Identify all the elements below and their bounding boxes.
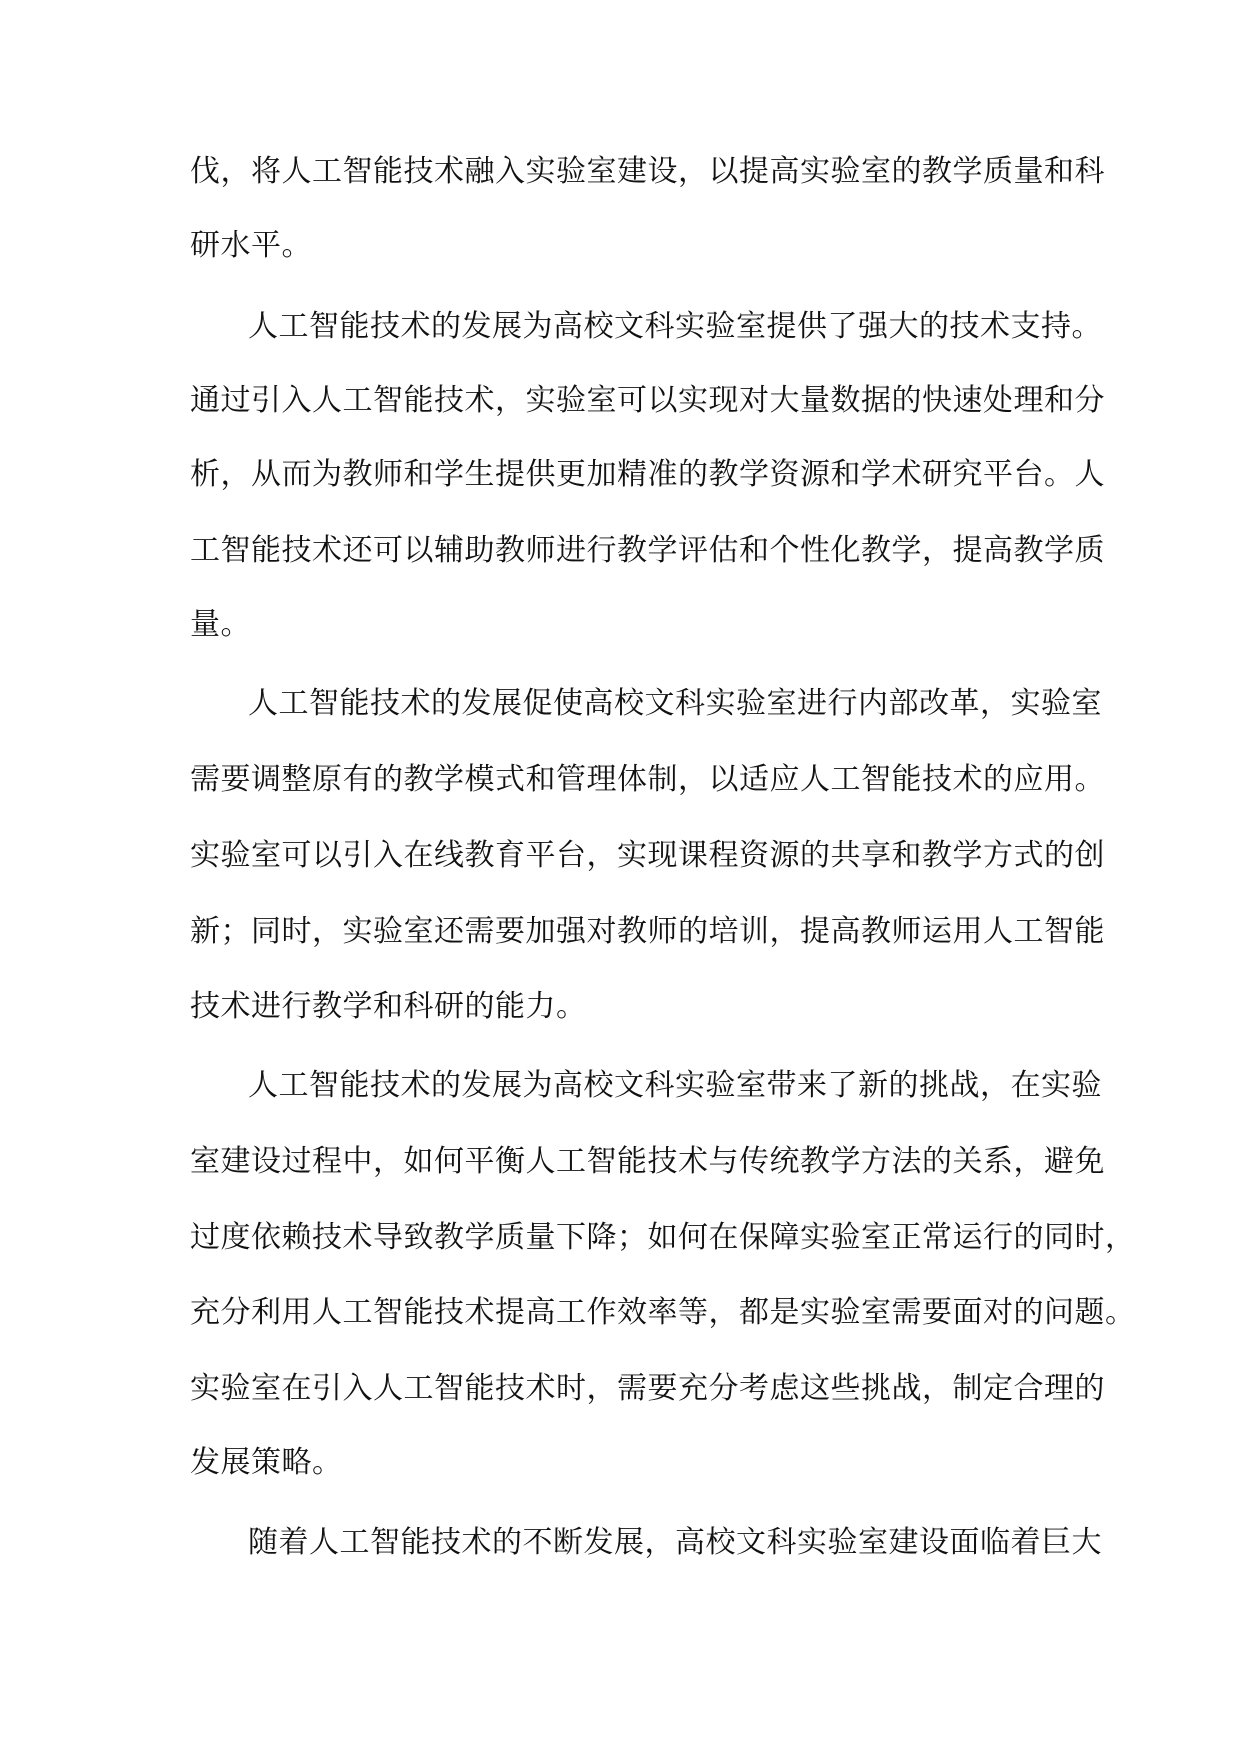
text-line: 需要调整原有的教学模式和管理体制，以适应人工智能技术的应用。 (190, 762, 1105, 797)
text-line: 通过引入人工智能技术，实验室可以实现对大量数据的快速处理和分 (190, 383, 1105, 418)
text-line: 析，从而为教师和学生提供更加精准的教学资源和学术研究平台。人 (190, 457, 1105, 492)
text-line: 过度依赖技术导致教学质量下降；如何在保障实验室正常运行的同时， (190, 1220, 1136, 1255)
text-line: 实验室可以引入在线教育平台，实现课程资源的共享和教学方式的创 (190, 838, 1105, 873)
text-line: 研水平。 (190, 228, 312, 263)
text-line: 技术进行教学和科研的能力。 (190, 989, 587, 1024)
text-line: 室建设过程中，如何平衡人工智能技术与传统教学方法的关系，避免 (190, 1144, 1105, 1179)
text-line: 充分利用人工智能技术提高工作效率等，都是实验室需要面对的问题。 (190, 1295, 1136, 1330)
text-line: 伐，将人工智能技术融入实验室建设，以提高实验室的教学质量和科 (190, 154, 1105, 189)
paragraph-first-line: 人工智能技术的发展为高校文科实验室提供了强大的技术支持。 (248, 309, 1102, 344)
text-line: 新；同时，实验室还需要加强对教师的培训，提高教师运用人工智能 (190, 914, 1105, 949)
text-line: 工智能技术还可以辅助教师进行教学评估和个性化教学，提高教学质 (190, 533, 1105, 568)
text-line: 发展策略。 (190, 1445, 343, 1480)
text-line: 实验室在引入人工智能技术时，需要充分考虑这些挑战，制定合理的 (190, 1371, 1105, 1406)
paragraph-first-line: 人工智能技术的发展促使高校文科实验室进行内部改革，实验室 (248, 686, 1102, 721)
paragraph-first-line: 人工智能技术的发展为高校文科实验室带来了新的挑战，在实验 (248, 1068, 1102, 1103)
text-line: 量。 (190, 607, 251, 642)
paragraph-first-line: 随着人工智能技术的不断发展，高校文科实验室建设面临着巨大 (248, 1525, 1102, 1560)
